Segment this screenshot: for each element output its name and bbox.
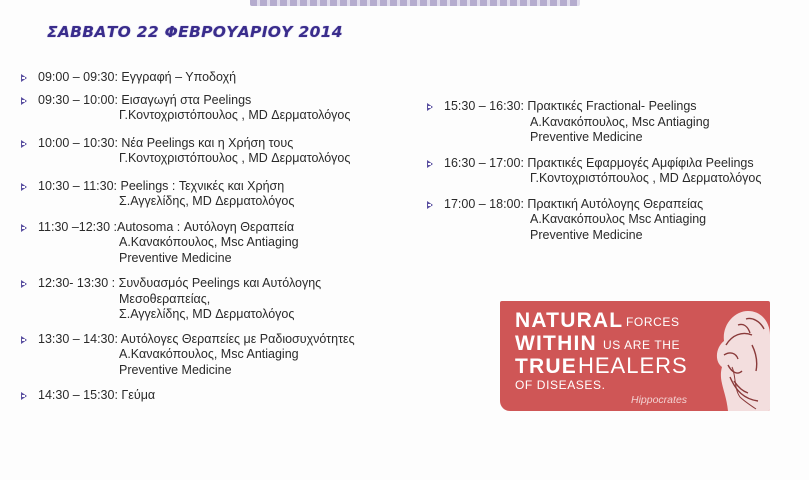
session-speaker: Α.Κανακόπουλος, Msc Antiaging	[119, 235, 299, 249]
session-speaker: Γ.Κοντοχριστόπουλος , MD Δερματολόγος	[119, 151, 351, 165]
schedule-item	[426, 197, 806, 244]
quote-word-of-diseases: OF DISEASES.	[515, 378, 606, 392]
arrow-bullet-icon	[21, 280, 27, 288]
session-speaker: Α.Κανακόπουλος, Msc Antiaging	[530, 114, 710, 129]
schedule-item	[20, 93, 440, 124]
schedule-item	[426, 99, 806, 146]
schedule-item	[20, 220, 440, 267]
session-time-title: 09:00 – 09:30: Εγγραφή – Υποδοχή	[38, 70, 237, 84]
schedule-item	[426, 156, 806, 187]
day-title: ΣΑΒΒΑΤΟ 22 ΦΕΒΡΟΥΑΡΙΟΥ 2014	[47, 23, 343, 41]
arrow-bullet-icon	[21, 336, 27, 344]
arrow-bullet-icon	[21, 224, 27, 232]
session-time-title: 13:30 – 14:30: Αυτόλογες Θεραπείες με Ραδιοσυχνότητες	[38, 331, 355, 346]
hippocrates-portrait-icon	[708, 301, 770, 411]
quote-word-natural: NATURAL	[515, 309, 624, 332]
session-speaker: Γ.Κοντοχριστόπουλος , MD Δερματολόγος	[530, 171, 762, 185]
session-speaker-detail: Preventive Medicine	[119, 362, 232, 377]
session-time-title: 15:30 – 16:30: Πρακτικές Fractional- Peelings	[444, 99, 697, 113]
quote-word-within: WITHIN	[515, 332, 597, 355]
session-time-title: 11:30 –12:30 :Autosoma : Αυτόλογη Θεραπεία	[38, 219, 295, 234]
schedule-item	[20, 276, 440, 323]
session-speaker-detail: Preventive Medicine	[530, 227, 643, 242]
session-time-title: 12:30- 13:30 : Συνδυασμός Peelings και Αυτόλογης	[38, 276, 322, 290]
quote-word-forces: FORCES	[626, 315, 680, 329]
hippocrates-quote-badge	[500, 301, 770, 411]
arrow-bullet-icon	[21, 74, 27, 82]
session-speaker: Σ.Αγγελίδης, MD Δερματολόγος	[119, 307, 295, 321]
arrow-bullet-icon	[21, 183, 27, 191]
session-speaker-detail: Preventive Medicine	[119, 250, 232, 265]
schedule-item	[20, 70, 440, 86]
arrow-bullet-icon	[427, 201, 433, 209]
session-speaker: Α.Κανακόπουλος Msc Antiaging	[530, 212, 707, 226]
header-banner-strip	[250, 0, 580, 6]
arrow-bullet-icon	[427, 103, 433, 111]
session-time-title: 09:30 – 10:00: Εισαγωγή στα Peelings	[38, 92, 252, 107]
session-title-continued: Μεσοθεραπείας,	[119, 291, 211, 306]
arrow-bullet-icon	[21, 392, 27, 400]
session-time-title: 14:30 – 15:30: Γεύμα	[38, 388, 156, 402]
session-time-title: 10:00 – 10:30: Νέα Peelings και η Χρήση τους	[38, 135, 294, 150]
schedule-left-column	[20, 70, 440, 404]
session-time-title: 16:30 – 17:00: Πρακτικές Εφαρμογές Αμφίφιλα Peelings	[444, 155, 754, 170]
schedule-right-column	[426, 99, 806, 243]
session-speaker: Γ.Κοντοχριστόπουλος , MD Δερματολόγος	[119, 108, 351, 122]
schedule-item	[20, 136, 440, 167]
session-time-title: 10:30 – 11:30: Peelings : Τεχνικές και Χρήση	[38, 178, 285, 193]
arrow-bullet-icon	[427, 160, 433, 168]
quote-word-true: TRUE	[515, 355, 577, 378]
schedule-item	[20, 179, 440, 210]
quote-word-us-are-the: US ARE THE	[603, 338, 681, 352]
schedule-item	[20, 388, 440, 404]
arrow-bullet-icon	[21, 97, 27, 105]
session-speaker: Σ.Αγγελίδης, MD Δερματολόγος	[119, 194, 295, 208]
arrow-bullet-icon	[21, 140, 27, 148]
schedule-item	[20, 332, 440, 379]
session-speaker: Α.Κανακόπουλος, Msc Antiaging	[119, 347, 299, 361]
quote-attribution: Hippocrates	[631, 394, 688, 406]
session-speaker-detail: Preventive Medicine	[530, 130, 643, 144]
session-time-title: 17:00 – 18:00: Πρακτική Αυτόλογης Θεραπείας	[444, 196, 704, 211]
quote-word-healers: HEALERS	[578, 353, 688, 378]
